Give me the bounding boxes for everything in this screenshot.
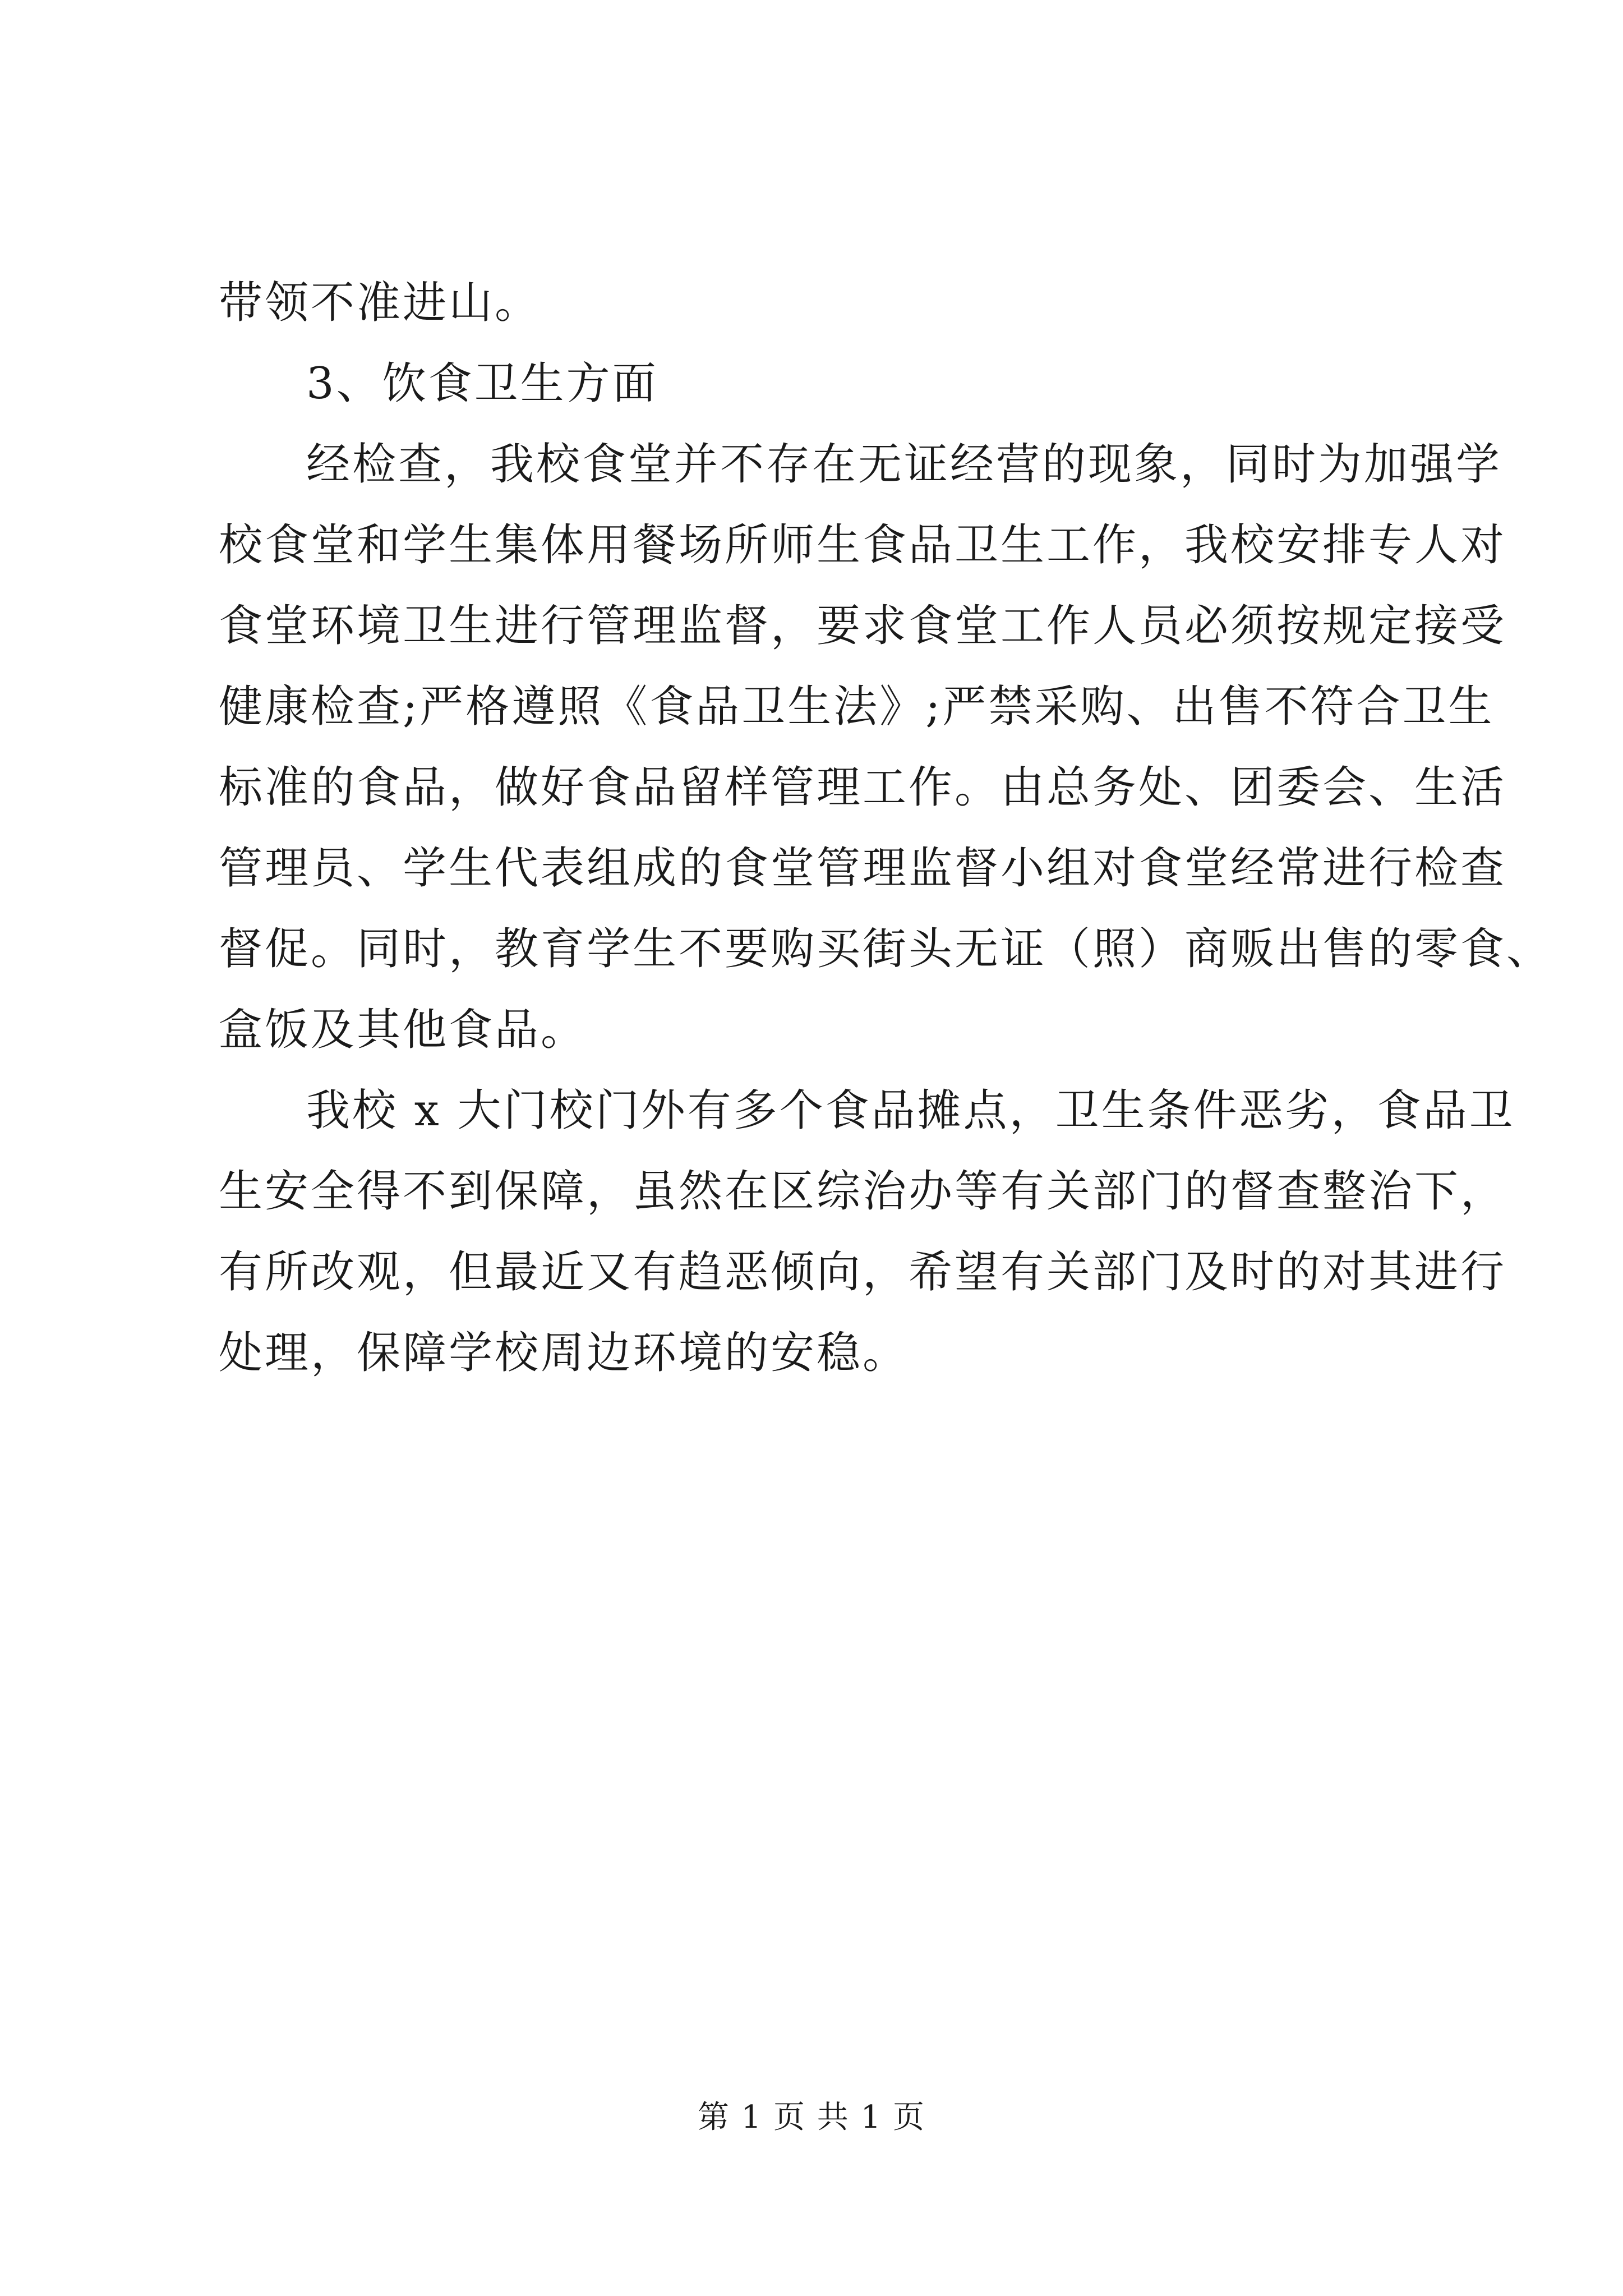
text-line: 督促。同时，教育学生不要购买街头无证（照）商贩出售的零食、 [219,924,1553,974]
text-line: 有所改观，但最近又有趋恶倾向，希望有关部门及时的对其进行 [219,1247,1507,1297]
text-line: 标准的食品，做好食品留样管理工作。由总务处、团委会、生活 [219,762,1507,813]
page-footer: 第 1 页 共 1 页 [697,2099,926,2136]
text-line: 带领不准进山。 [219,278,541,328]
text-line: 管理员、学生代表组成的食堂管理监督小组对食堂经常进行检查 [219,843,1507,894]
text-line: 健康检查;严格遵照《食品卫生法》;严禁采购、出售不符合卫生 [219,682,1495,732]
text-line: 校食堂和学生集体用餐场所师生食品卫生工作，我校安排专人对 [219,520,1507,570]
text-line: 食堂环境卫生进行管理监督，要求食堂工作人员必须按规定接受 [219,601,1507,651]
text-line: 盒饭及其他食品。 [219,1005,587,1055]
document-body [219,263,1553,1393]
text-line: 处理，保障学校周边环境的安稳。 [219,1328,909,1378]
text-line: 生安全得不到保障，虽然在区综治办等有关部门的督查整治下， [219,1166,1507,1217]
section-heading: 3、饮食卫生方面 [306,358,658,409]
text-line: 经检查，我校食堂并不存在无证经营的现象，同时为加强学 [306,439,1502,490]
text-line: 我校 x 大门校门外有多个食品摊点，卫生条件恶劣，食品卫 [306,1085,1515,1136]
